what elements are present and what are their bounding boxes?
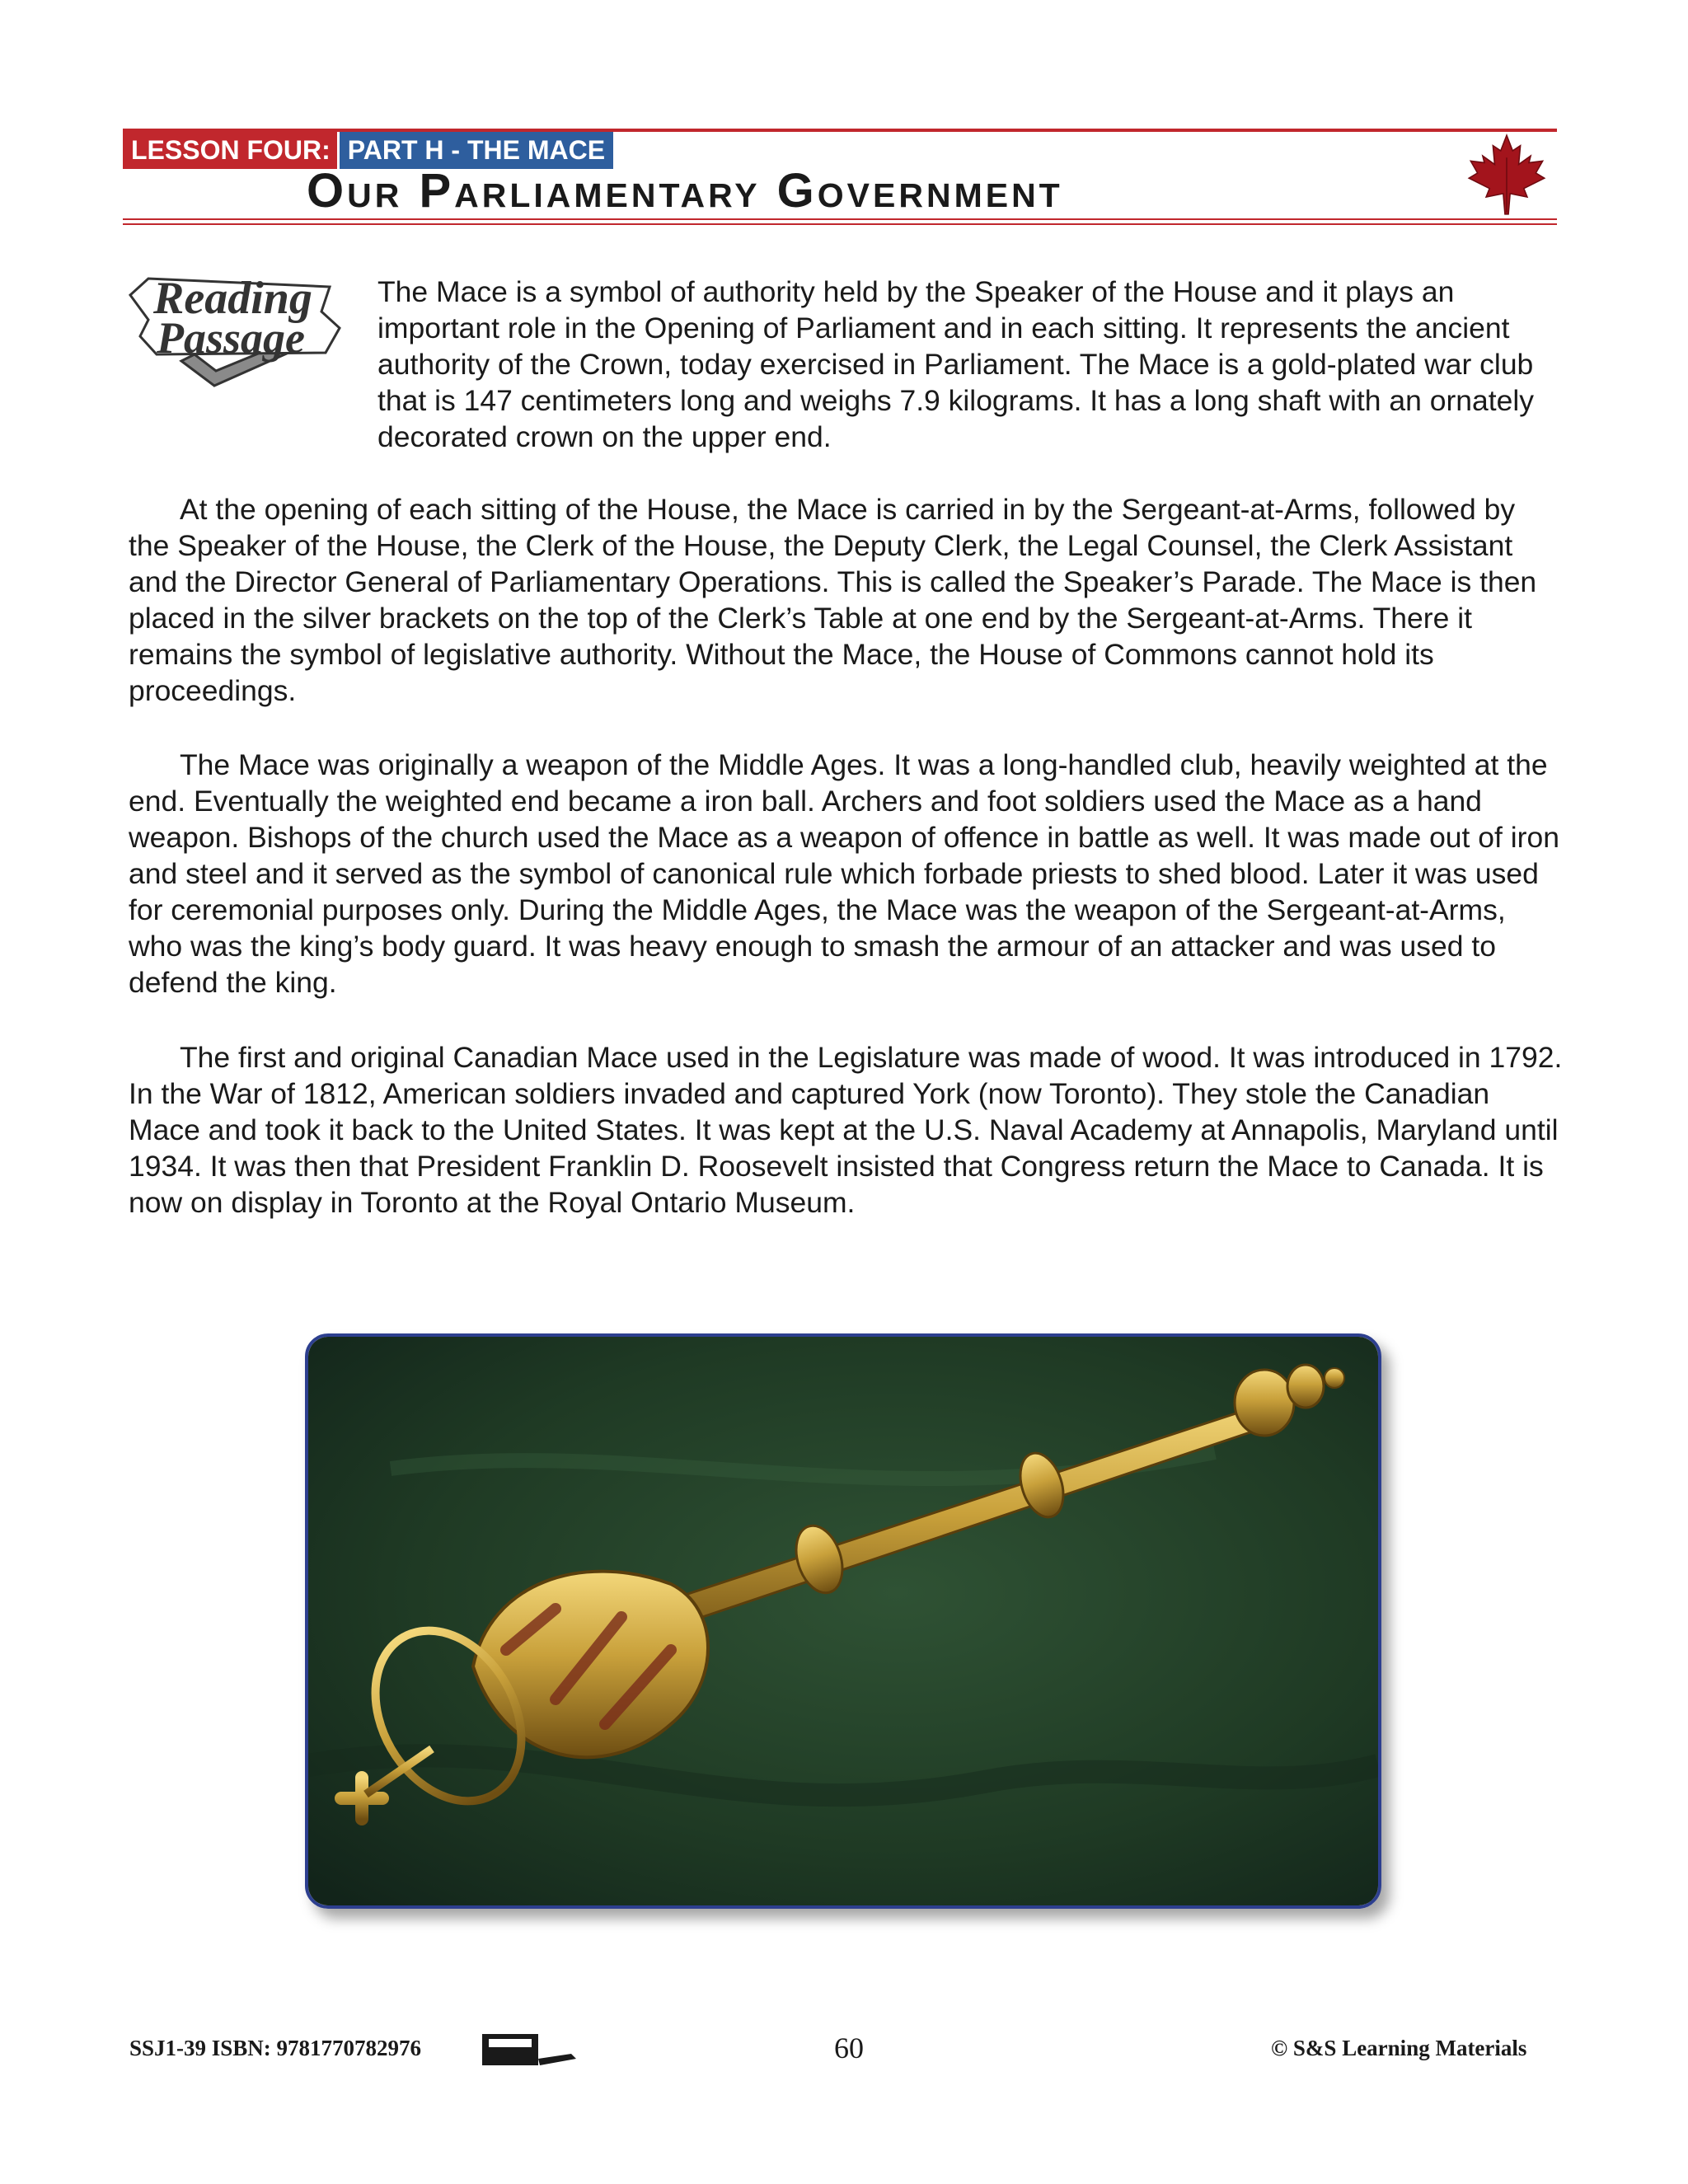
header-bottom-rule (123, 218, 1557, 220)
logo-word-passage: Passage (157, 313, 305, 363)
header-bottom-rule-2 (123, 223, 1557, 225)
paragraph-4: The first and original Canadian Mace used in the Legislature was made of wood. It was introduced in 1792. In the War of 1812, American soldiers invaded and captured York (now Toronto). They stole the Canadian Mace and took it back to the United States. It was kept at the U.S. Naval Academy at Annapolis, Maryland until 1934. It was then that President Franklin D. Roosevelt insisted that Congress return the Mace to Canada. It is now on display in Toronto at the Royal Ontario Museum. (129, 1041, 1563, 1219)
publisher-book-icon (481, 2029, 578, 2070)
footer-copyright: © S&S Learning Materials (1271, 2036, 1527, 2060)
lesson-part-label: PART H - THE MACE (340, 132, 613, 169)
footer-isbn: SSJ1-39 ISBN: 9781770782976 (129, 2036, 422, 2060)
page-title: Our Parliamentary Government (307, 164, 1063, 218)
logo-word-reading: Reading (153, 273, 312, 324)
mace-photo-icon (308, 1337, 1378, 1905)
mace-photo (305, 1333, 1381, 1909)
page-number: 60 (834, 2032, 864, 2064)
paragraph-3: The Mace was originally a weapon of the Middle Ages. It was a long-handled club, heavily weighted at the end. Eventually the weighted end became a iron ball. Archers and foot soldiers used the Mace as a hand weapon. Bishops of the church used the Mace as a weapon of offence in battle as well. It was made out of iron and steel and it served as the symbol of canonical rule which forbade priests to shed blood. Later it was used for ceremonial purposes only. During the Middle Ages, the Mace was the weapon of the Sergeant-at-Arms, who was the king’s body guard. It was heavy enough to smash the armour of an attacker and was used to defend the king. (129, 748, 1559, 999)
maple-leaf-icon (1464, 132, 1550, 218)
paragraph-2: At the opening of each sitting of the House, the Mace is carried in by the Sergeant-at-Arms, followed by the Speaker of the House, the Clerk of the House, the Deputy Clerk, the Legal Counsel, the Clerk Assistant and the Director General of Parliamentary Operations. This is called the Speaker’s Parade. The Mace is then placed in the silver brackets on the top of the Clerk’s Table at one end by the Sergeant-at-Arms. There it remains the symbol of legislative authority. Without the Mace, the House of Commons cannot hold its proceedings. (129, 493, 1537, 707)
paragraph-1: The Mace is a symbol of authority held by the Speaker of the House and it plays an important role in the Opening of Parliament and in each sitting. It represents the ancient authority of the Crown, today exercised in Parliament. The Mace is a gold-plated war club that is 147 centimeters long and weighs 7.9 kilograms. It has a long shaft with an ornately decorated crown on the upper end. (377, 275, 1535, 453)
lesson-number-label: LESSON FOUR: (123, 132, 337, 169)
reading-passage-logo (124, 262, 346, 394)
